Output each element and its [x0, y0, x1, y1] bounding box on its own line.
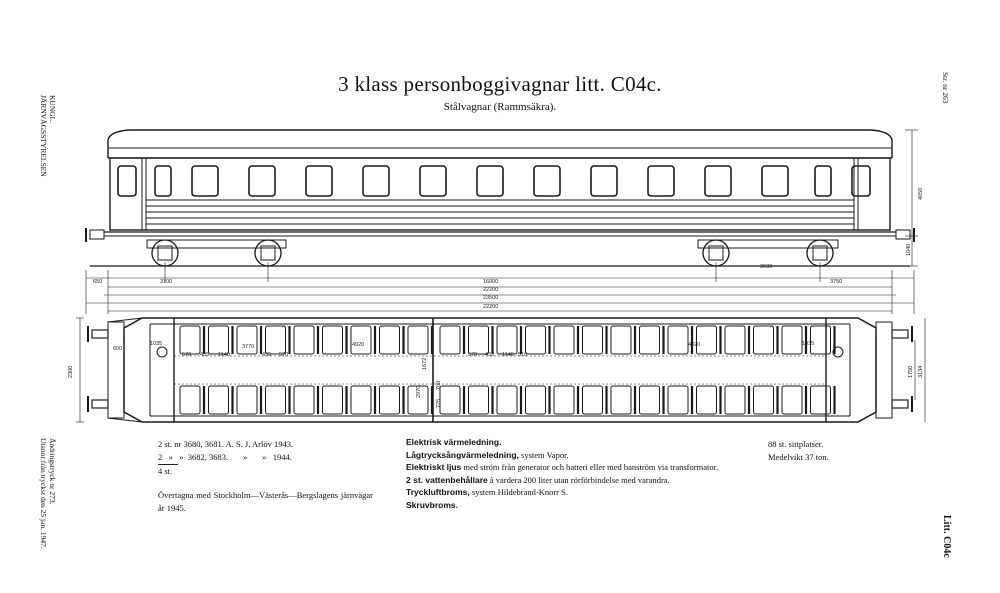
seat	[526, 326, 546, 354]
side-window	[705, 166, 731, 196]
dim-plan-vestibule: 1035	[150, 341, 163, 347]
dim-bogie-end: 3750	[830, 279, 843, 285]
side-window	[591, 166, 617, 196]
equipment-6: Skruvbroms.	[406, 499, 458, 510]
seat	[811, 386, 831, 414]
transfer-note: Övertagna med Stockholm—Västerås—Bergslagens järnvägar år 1945.	[158, 490, 373, 513]
avg-weight: Medelvikt 37 ton.	[768, 451, 829, 462]
seat	[323, 386, 343, 414]
page-title: 3 klass personboggivagnar litt. C04c.	[338, 72, 662, 96]
seat	[497, 326, 517, 354]
dim-plan-c3: 725	[436, 398, 442, 408]
side-window	[192, 166, 218, 196]
seat	[209, 326, 229, 354]
seat	[554, 386, 574, 414]
seat	[180, 326, 200, 354]
seat	[440, 386, 460, 414]
equipment-4: 2 st. vattenbehållare à vardera 200 liter utan rörförbindelse med varandra.	[406, 474, 670, 485]
dim-plan-c2: 700	[436, 380, 442, 390]
equipment-1: Elektrisk värmeledning.	[406, 437, 502, 447]
side-window	[648, 166, 674, 196]
side-window	[249, 166, 275, 196]
seat	[811, 326, 831, 354]
seat	[583, 386, 603, 414]
seat	[323, 326, 343, 354]
dim-overhang: 650	[93, 279, 103, 285]
margin-org-line2: JÄRNVÄGSSTYRELSEN	[39, 95, 48, 177]
dim-plan-mid: 1672	[422, 357, 428, 370]
order-total: 4 st.	[158, 466, 173, 476]
margin-issue	[39, 438, 57, 549]
dim-plan-a7: 4920	[352, 342, 365, 348]
seat	[351, 386, 371, 414]
dim-plan-a3: 1140	[218, 352, 230, 358]
seat	[782, 386, 802, 414]
seat	[668, 386, 688, 414]
dim-plan-b1: 570	[468, 352, 478, 358]
dim-height: 4050	[918, 187, 924, 200]
seat	[754, 326, 774, 354]
side-window	[363, 166, 389, 196]
side-window	[306, 166, 332, 196]
seat	[408, 326, 428, 354]
dim-plan-total-w: 3134	[918, 365, 924, 378]
margin-page-number: Str. nr 263	[941, 72, 950, 104]
seat-capacity: 88 st. sittplatser.	[768, 439, 824, 449]
seat	[725, 326, 745, 354]
dim-bogie-offset: 3100	[160, 279, 173, 285]
dim-plan-b5: 4920	[688, 342, 701, 348]
dim-plan-bogie-w: 1750	[908, 365, 914, 378]
seat	[351, 326, 371, 354]
seat	[294, 326, 314, 354]
total-line	[158, 464, 178, 478]
side-window	[477, 166, 503, 196]
dim-over-buffers: 23500	[483, 295, 499, 301]
dim-plan-a1: 570	[182, 352, 192, 358]
dim-plan-c1: 2970	[416, 385, 422, 398]
seat	[380, 326, 400, 354]
dim-plan-a2: 435	[200, 352, 210, 358]
order-line-2: 2 » » 3682, 3683. » » 1944.	[158, 451, 292, 462]
dim-plan-a6: 570	[279, 352, 289, 358]
seat	[237, 386, 257, 414]
seat	[640, 386, 660, 414]
capacity-block	[768, 438, 829, 463]
seat	[294, 386, 314, 414]
seat	[469, 386, 489, 414]
side-window	[534, 166, 560, 196]
dim-plan-vestibule-r: 1035	[802, 341, 815, 347]
seat	[180, 386, 200, 414]
dim-plan-a5: 435	[262, 352, 272, 358]
seat	[440, 326, 460, 354]
equipment-3: Elektriskt ljus med ström från generator och batteri eller med banström via transformator.	[406, 462, 719, 472]
dim-plan-a4: 3770	[242, 344, 255, 350]
dim-plan-b3: 1140	[502, 352, 514, 358]
plan-view	[68, 318, 925, 422]
seat	[640, 326, 660, 354]
margin-code: Litt. C04c	[941, 515, 952, 558]
dim-plan-b2: 435	[485, 352, 495, 358]
dim-plan-b4: 510	[518, 352, 528, 358]
dim-floor-height: 1040	[906, 243, 912, 256]
seat	[526, 386, 546, 414]
bogie-frame	[698, 240, 838, 248]
seat	[697, 386, 717, 414]
equipment-2: Lågtrycksångvärmeledning, system Vapor.	[406, 449, 569, 460]
seat	[725, 386, 745, 414]
seat	[209, 386, 229, 414]
margin-org-line1: KUNGL.	[48, 95, 57, 124]
dim-frame-length: 22200	[483, 304, 499, 310]
seat	[668, 326, 688, 354]
side-window	[420, 166, 446, 196]
seat	[611, 326, 631, 354]
equipment-list	[406, 436, 746, 511]
bogie-frame	[147, 240, 286, 248]
seat	[782, 326, 802, 354]
seat	[611, 386, 631, 414]
seat	[497, 386, 517, 414]
dim-plan-end: 600	[113, 346, 123, 352]
margin-issue-line2: Utanor från tryckst den 25 jan. 1947.	[39, 438, 48, 549]
seat	[380, 386, 400, 414]
seat	[469, 326, 489, 354]
dim-body-length: 22200	[483, 287, 499, 293]
side-window	[155, 166, 171, 196]
side-window	[762, 166, 788, 196]
side-window	[815, 166, 831, 196]
dim-bogie-centres: 16000	[483, 279, 499, 285]
orders-block	[158, 438, 293, 478]
seat	[266, 326, 286, 354]
page-subtitle: Stålvagnar (Rammsäkra).	[443, 101, 557, 113]
dim-wheelbase: 3630	[760, 264, 773, 270]
seat	[754, 386, 774, 414]
order-line-1: 2 st. nr 3680, 3681. A. S. J. Arlöv 1943.	[158, 439, 294, 449]
side-elevation	[86, 130, 924, 314]
seat	[697, 326, 717, 354]
seat	[266, 386, 286, 414]
dim-width: 2300	[68, 365, 74, 378]
seat	[554, 326, 574, 354]
equipment-5: Tryckluftbroms, system Hildebrand-Knorr S.	[406, 487, 568, 497]
seat	[583, 326, 603, 354]
margin-issue-line1: Ändringstryck nr 273.	[48, 438, 57, 505]
